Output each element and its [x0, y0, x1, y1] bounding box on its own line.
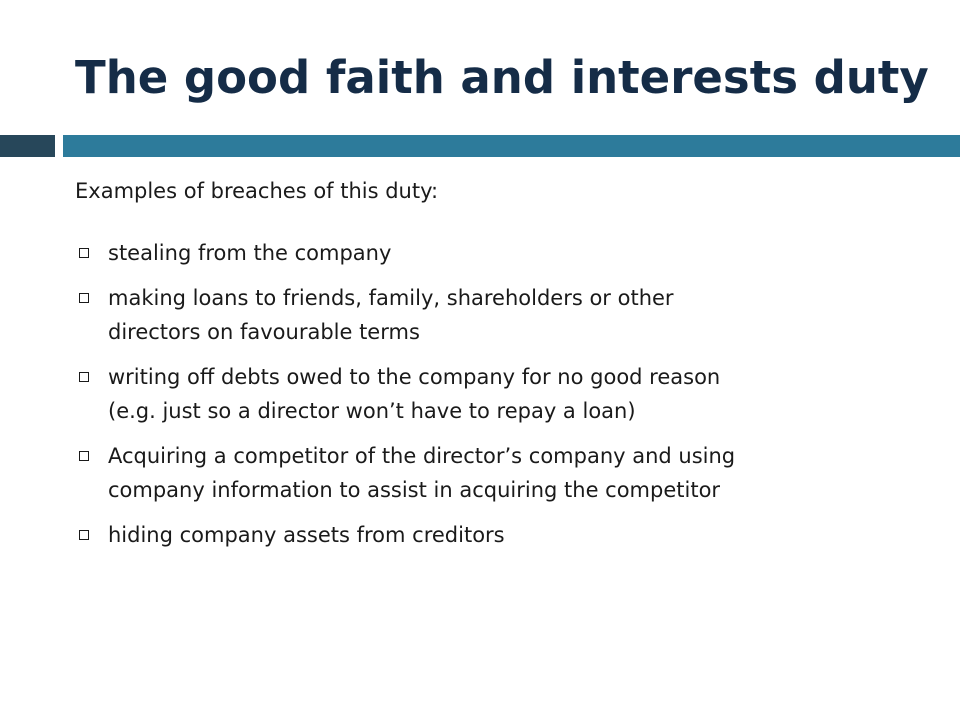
slide-title: The good faith and interests duty [75, 51, 929, 104]
title-rule-left-block [0, 135, 55, 157]
bullet-item [75, 281, 905, 349]
bullet-text: writing off debts owed to the company for no good reason (e.g. just so a director won’t have to repay a loan) [108, 365, 721, 423]
bullet-text: Acquiring a competitor of the director’s company and using company information to assist in acquiring the competitor [108, 444, 736, 502]
intro-text: Examples of breaches of this duty: [75, 179, 439, 203]
bullet-list [75, 236, 905, 563]
hollow-square-bullet-icon [79, 248, 89, 258]
title-rule-bar [63, 135, 960, 157]
hollow-square-bullet-icon [79, 372, 89, 382]
bullet-text: stealing from the company [108, 241, 392, 265]
bullet-item [75, 360, 905, 428]
hollow-square-bullet-icon [79, 530, 89, 540]
hollow-square-bullet-icon [79, 451, 89, 461]
bullet-item [75, 236, 905, 270]
hollow-square-bullet-icon [79, 293, 89, 303]
bullet-item [75, 518, 905, 552]
bullet-text: hiding company assets from creditors [108, 523, 505, 547]
bullet-text: making loans to friends, family, shareholders or other directors on favourable terms [108, 286, 674, 344]
bullet-item [75, 439, 905, 507]
